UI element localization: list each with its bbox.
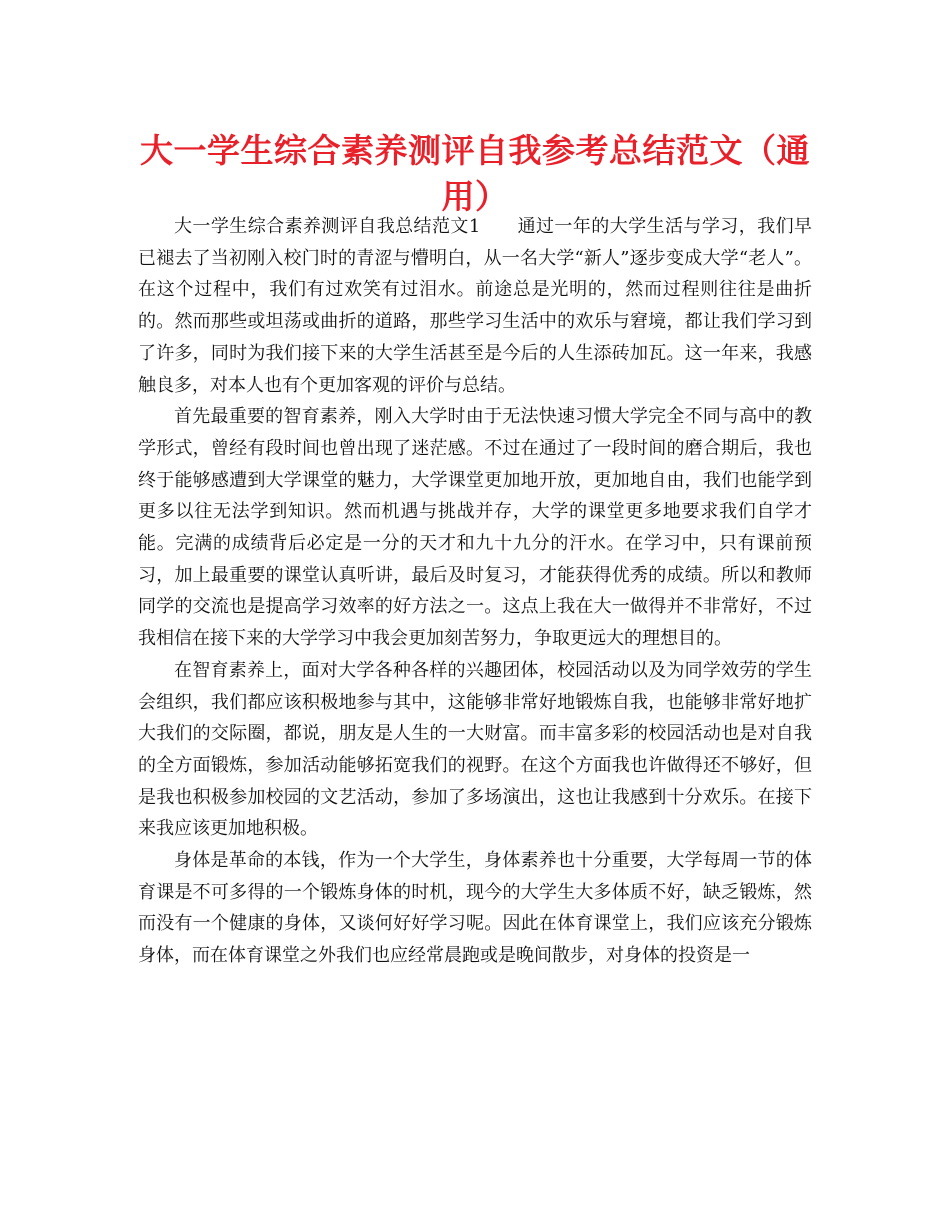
- paragraph-intellectual: 首先最重要的智育素养，刚入大学时由于无法快速习惯大学完全不同与高中的教学形式，曾经有段时间也曾出现了迷茫感。不过在通过了一段时间的磨合期后，我也终于能够感遭到大学课堂的魅力，大学课堂更加地开放，更加地自由，我们也能学到更多以往无法学到知识。然而机遇与挑战并存，大学的课堂更多地要求我们自学才能。完满的成绩背后必定是一分的天才和九十九分的汗水。在学习中，只有课前预习，加上最重要的课堂认真听讲，最后及时复习，才能获得优秀的成绩。所以和教师同学的交流也是提高学习效率的好方法之一。这点上我在大一做得并不非常好，不过我相信在接下来的大学学习中我会更加刻苦努力，争取更远大的理想目的。: [138, 406, 812, 650]
- document-title: 大一学生综合素养测评自我参考总结范文（通用）: [140, 131, 810, 216]
- paragraph-activities: 在智育素养上，面对大学各种各样的兴趣团体，校园活动以及为同学效劳的学生会组织，我们都应该积极地参与其中，这能够非常好地锻炼自我，也能够非常好地扩大我们的交际圈，都说，朋友是人生的一大财富。而丰富多彩的校园活动也是对自我的全方面锻炼，参加活动能够拓宽我们的视野。在这个方面我也许做得还不够好，但是我也积极参加校园的文艺活动，参加了多场演出，这也让我感到十分欢乐。在接下来我应该更加地积极。: [138, 659, 812, 840]
- paragraph-physical: 身体是革命的本钱，作为一个大学生，身体素养也十分重要，大学每周一节的体育课是不可多得的一个锻炼身体的时机，现今的大学生大多体质不好，缺乏锻炼，然而没有一个健康的身体，又谈何好好学习呢。因此在体育课堂上，我们应该充分锻炼身体，而在体育课堂之外我们也应经常晨跑或是晚间散步，对身体的投资是一: [138, 850, 812, 967]
- document-body: [138, 211, 812, 972]
- paragraph-intro: 大一学生综合素养测评自我总结范文1 通过一年的大学生活与学习，我们早已褪去了当初刚入校门时的青涩与懵明白，从一名大学“新人”逐步变成大学“老人”。在这个过程中，我们有过欢笑有过泪水。前途总是光明的，然而过程则往往是曲折的。然而那些或坦荡或曲折的道路，那些学习生活中的欢乐与窘境，都让我们学习到了许多，同时为我们接下来的大学生活甚至是今后的人生添砖加瓦。这一年来，我感触良多，对本人也有个更加客观的评价与总结。: [138, 216, 812, 396]
